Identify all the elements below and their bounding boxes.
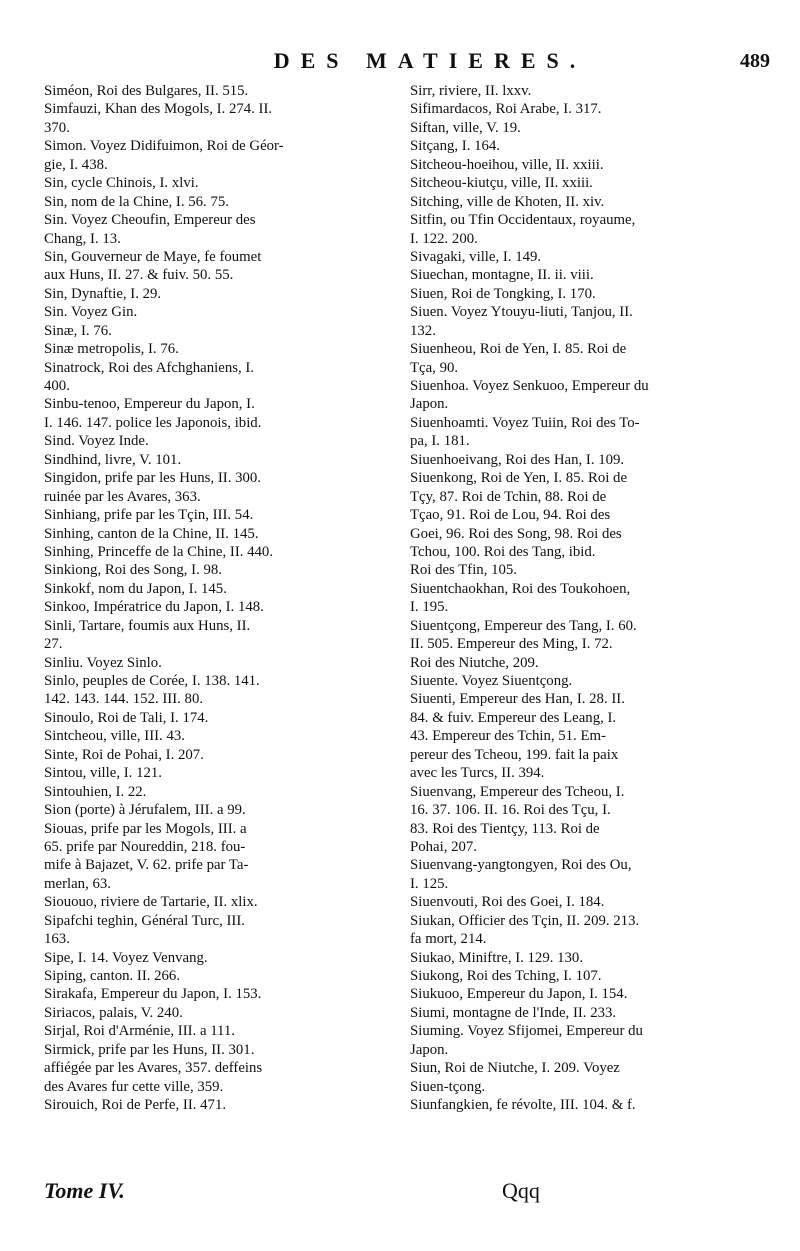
index-entry-line: mife à Bajazet, V. 62. prife par Ta-: [44, 857, 249, 874]
index-entry-line: Sitfin, ou Tfin Occidentaux, royaume,: [410, 212, 636, 229]
index-entry-line: Siuechan, montagne, II. ii. viii.: [410, 267, 594, 284]
index-entry-line: Siuenhoeivang, Roi des Han, I. 109.: [410, 451, 625, 468]
left-index-column: [44, 82, 394, 1115]
index-entry-line: Sitching, ville de Khoten, II. xiv.: [410, 193, 605, 210]
index-entry-line: Siukong, Roi des Tching, I. 107.: [410, 968, 602, 984]
index-entry-line: Sipafchi teghin, Général Turc, III.: [44, 912, 245, 929]
index-entry-line: Siuenheou, Roi de Yen, I. 85. Roi de: [410, 341, 627, 358]
index-entry-line: Siuenkong, Roi de Yen, I. 85. Roi de: [410, 470, 628, 487]
index-entry-line: Sinhing, canton de la Chine, II. 145.: [44, 525, 259, 542]
index-entry-line: Sinæ, I. 76.: [44, 322, 112, 339]
index-entry-line: Sinlo, peuples de Corée, I. 138. 141.: [44, 673, 260, 689]
index-entry-line: Sirr, riviere, II. lxxv.: [410, 83, 532, 99]
index-entry-line: 163.: [44, 931, 70, 948]
index-entry-line: ruinée par les Avares, 363.: [44, 488, 201, 505]
index-entry-line: 83. Roi des Tientçy, 113. Roi de: [410, 820, 600, 837]
index-entry-line: Siukao, Miniftre, I. 129. 130.: [410, 949, 584, 966]
index-entry-line: Sin, cycle Chinois, I. xlvi.: [44, 175, 199, 192]
index-entry-line: 16. 37. 106. II. 16. Roi des Tçu, I.: [410, 802, 611, 819]
index-entry-line: Tchou, 100. Roi des Tang, ibid.: [410, 543, 596, 560]
index-entry-line: Sinhing, Princeffe de la Chine, II. 440.: [44, 543, 274, 560]
index-entry-line: Sintcheou, ville, III. 43.: [44, 728, 185, 745]
index-entry-line: I. 195.: [410, 599, 449, 616]
index-entry-line: Sinæ metropolis, I. 76.: [44, 341, 179, 358]
index-entry-line: Sivagaki, ville, I. 149.: [410, 248, 542, 265]
index-entry-line: Roi des Niutche, 209.: [410, 654, 539, 671]
index-entry-line: Simon. Voyez Didifuimon, Roi de Géor-: [44, 138, 284, 155]
index-entry-line: Simfauzi, Khan des Mogols, I. 274. II.: [44, 101, 273, 118]
index-entry-line: Siumi, montagne de l'Inde, II. 233.: [410, 1004, 617, 1021]
index-entry-line: Chang, I. 13.: [44, 230, 121, 247]
index-entry-line: Tçy, 87. Roi de Tchin, 88. Roi de: [410, 488, 607, 505]
index-entry-line: Siukan, Officier des Tçin, II. 209. 213.: [410, 912, 640, 929]
index-entry-line: 84. & fuiv. Empereur des Leang, I.: [410, 709, 617, 726]
index-entry-line: Sin, Dynaftie, I. 29.: [44, 285, 162, 302]
index-entry-line: Sinhiang, prife par les Tçin, III. 54.: [44, 507, 254, 524]
index-entry-line: I. 122. 200.: [410, 230, 478, 247]
index-entry-line: Siunfangkien, fe révolte, III. 104. & f.: [410, 1097, 636, 1114]
index-entry-line: Sinte, Roi de Pohai, I. 207.: [44, 746, 204, 763]
index-entry-line: 400.: [44, 378, 70, 394]
index-entry-line: Sin, nom de la Chine, I. 56. 75.: [44, 193, 229, 210]
index-entry-line: Siméon, Roi des Bulgares, II. 515.: [44, 83, 249, 99]
index-entry-line: II. 505. Empereur des Ming, I. 72.: [410, 636, 613, 653]
index-entry-line: Sintouhien, I. 22.: [44, 783, 147, 800]
index-entry-line: I. 146. 147. police les Japonois, ibid.: [44, 414, 262, 431]
index-entry-line: Siukuoo, Empereur du Japon, I. 154.: [410, 986, 628, 1003]
index-entry-line: 27.: [44, 636, 63, 653]
index-entry-line: fa mort, 214.: [410, 931, 487, 948]
index-entry-line: avec les Turcs, II. 394.: [410, 765, 545, 782]
page-footer: [44, 1178, 766, 1208]
index-entry-line: Singidon, prife par les Huns, II. 300.: [44, 470, 261, 487]
index-entry-line: Sinbu-tenoo, Empereur du Japon, I.: [44, 396, 255, 413]
index-entry-line: aux Huns, II. 27. & fuiv. 50. 55.: [44, 267, 234, 284]
index-entry-line: affiégée par les Avares, 357. deffeins: [44, 1060, 263, 1077]
index-entry-line: pa, I. 181.: [410, 433, 470, 450]
index-entry-line: Siping, canton. II. 266.: [44, 968, 181, 984]
index-entry-line: Siuente. Voyez Siuentçong.: [410, 673, 573, 689]
index-entry-line: Siuentçong, Empereur des Tang, I. 60.: [410, 617, 637, 634]
index-entry-line: Goei, 96. Roi des Song, 98. Roi des: [410, 525, 622, 542]
index-entry-line: Sion (porte) à Jérufalem, III. a 99.: [44, 802, 246, 819]
index-entry-line: Siuenhoa. Voyez Senkuoo, Empereur du: [410, 378, 649, 394]
index-entry-line: Siouas, prife par les Mogols, III. a: [44, 820, 247, 837]
index-entry-line: Roi des Tfin, 105.: [410, 562, 518, 579]
index-entry-line: Siuen-tçong.: [410, 1078, 486, 1095]
index-entry-line: Siuen, Roi de Tongking, I. 170.: [410, 285, 596, 302]
running-header: [90, 48, 770, 80]
index-entry-line: Sinoulo, Roi de Tali, I. 174.: [44, 709, 209, 726]
index-entry-line: Siuen. Voyez Ytouyu-liuti, Tanjou, II.: [410, 304, 633, 321]
index-entry-line: Sirakafa, Empereur du Japon, I. 153.: [44, 986, 262, 1003]
index-entry-line: 43. Empereur des Tchin, 51. Em-: [410, 728, 606, 745]
index-entry-line: Sinatrock, Roi des Afchghaniens, I.: [44, 359, 254, 376]
index-entry-line: Pohai, 207.: [410, 838, 477, 855]
index-entry-line: 370.: [44, 119, 70, 136]
index-entry-line: Siuenti, Empereur des Han, I. 28. II.: [410, 691, 625, 708]
index-entry-line: Siuming. Voyez Sfijomei, Empereur du: [410, 1023, 643, 1040]
right-index-column: [410, 82, 766, 1115]
index-entry-line: Tçao, 91. Roi de Lou, 94. Roi des: [410, 507, 611, 524]
signature-mark: Qqq: [502, 1178, 540, 1203]
index-entry-line: Tça, 90.: [410, 359, 459, 376]
index-entry-line: Japon.: [410, 396, 449, 413]
index-entry-line: Sinkiong, Roi des Song, I. 98.: [44, 562, 222, 579]
index-entry-line: Sindhind, livre, V. 101.: [44, 451, 182, 468]
header-title: DES MATIERES.: [273, 48, 587, 73]
index-entry-line: Siououo, riviere de Tartarie, II. xlix.: [44, 894, 258, 911]
index-entry-line: I. 125.: [410, 875, 449, 892]
volume-label: Tome IV.: [44, 1178, 125, 1203]
index-entry-line: Sin. Voyez Gin.: [44, 304, 138, 321]
index-entry-line: 132.: [410, 322, 436, 339]
index-entry-line: Sitcheou-hoeihou, ville, II. xxiii.: [410, 156, 604, 173]
index-entry-line: merlan, 63.: [44, 875, 111, 892]
index-entry-line: Sipe, I. 14. Voyez Venvang.: [44, 949, 208, 966]
index-entry-line: Siftan, ville, V. 19.: [410, 119, 521, 136]
index-entry-line: Sirmick, prife par les Huns, II. 301.: [44, 1041, 255, 1058]
index-entry-line: Siuenvouti, Roi des Goei, I. 184.: [410, 894, 605, 911]
index-entry-line: Sifimardacos, Roi Arabe, I. 317.: [410, 101, 602, 118]
index-entry-line: Sitçang, I. 164.: [410, 138, 501, 155]
index-entry-line: Sitcheou-kiutçu, ville, II. xxiii.: [410, 175, 593, 192]
index-entry-line: Sind. Voyez Inde.: [44, 433, 149, 450]
index-entry-line: Siun, Roi de Niutche, I. 209. Voyez: [410, 1060, 620, 1077]
index-entry-line: 142. 143. 144. 152. III. 80.: [44, 691, 204, 708]
index-entry-line: Sinliu. Voyez Sinlo.: [44, 654, 162, 671]
page-number: 489: [740, 50, 770, 72]
index-entry-line: Sinkoo, Impératrice du Japon, I. 148.: [44, 599, 264, 616]
index-entry-line: Japon.: [410, 1041, 449, 1058]
index-entry-line: Siriacos, palais, V. 240.: [44, 1004, 183, 1021]
index-entry-line: Sinkokf, nom du Japon, I. 145.: [44, 580, 227, 597]
index-entry-line: Siuenhoamti. Voyez Tuiin, Roi des To-: [410, 414, 640, 431]
index-entry-line: Sin. Voyez Cheoufin, Empereur des: [44, 212, 256, 229]
index-entry-line: gie, I. 438.: [44, 156, 108, 173]
index-entry-line: pereur des Tcheou, 199. fait la paix: [410, 746, 619, 763]
index-entry-line: Sintou, ville, I. 121.: [44, 765, 162, 782]
index-entry-line: Sinli, Tartare, foumis aux Huns, II.: [44, 617, 251, 634]
index-entry-line: Siuenvang-yangtongyen, Roi des Ou,: [410, 857, 632, 874]
index-entry-line: Sin, Gouverneur de Maye, fe foumet: [44, 248, 262, 265]
index-entry-line: Sirouich, Roi de Perfe, II. 471.: [44, 1097, 227, 1114]
index-entry-line: 65. prife par Noureddin, 218. fou-: [44, 838, 246, 855]
index-entry-line: Siuenvang, Empereur des Tcheou, I.: [410, 783, 625, 800]
index-entry-line: Sirjal, Roi d'Arménie, III. a 111.: [44, 1023, 236, 1040]
index-entry-line: des Avares fur cette ville, 359.: [44, 1078, 224, 1095]
index-entry-line: Siuentchaokhan, Roi des Toukohoen,: [410, 580, 631, 597]
